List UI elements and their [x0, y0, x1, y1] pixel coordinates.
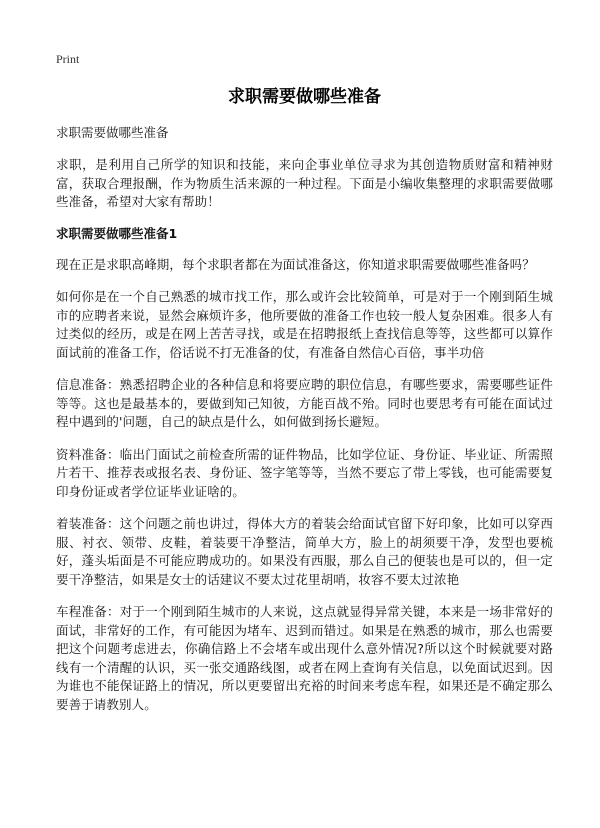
print-link[interactable]: Print: [56, 52, 80, 66]
body-paragraph: 如何你是在一个自己熟悉的城市找工作，那么或许会比较简单，可是对于一个刚到陌生城市的应聘者来说，显然会麻烦许多，他所要做的准备工作也较一般人复杂困难。很多人有过类似的经历，或是在网上苦苦寻找，或是在招聘报纸上查找信息等等，这些都可以算作面试前的准备工作，俗话说不打无准备的仗，有准备自然信心百倍，事半功倍: [56, 289, 553, 360]
body-paragraph: 资料准备：临出门面试之前检查所需的证件物品，比如学位证、身份证、毕业证、所需照片若干、推荐表或报名表、身份证、签字笔等等，当然不要忘了带上零钱，也可能需要复印身份证或者学位证毕业证啥的。: [56, 446, 553, 499]
document-title: 求职需要做哪些准备: [228, 87, 381, 107]
intro-paragraph: 求职，是利用自己所学的知识和技能，来向企事业单位寻求为其创造物质财富和精神财富，获取合理报酬，作为物质生活来源的一种过程。下面是小编收集整理的求职需要做哪些准备，希望对大家有帮助！: [56, 157, 553, 209]
body-paragraph: 现在正是求职高峰期，每个求职者都在为面试准备这，你知道求职需要做哪些准备吗？: [56, 256, 535, 272]
body-paragraph: 着装准备：这个问题之前也讲过，得体大方的着装会给面试官留下好印象，比如可以穿西服、衬衣、领带、皮鞋，着装要干净整洁，简单大方，脸上的胡须要干净，发型也要梳好，蓬头垢面是不可能应聘成功的。如果没有西服，那么自己的便装也是可以的，但一定要干净整洁，如果是女士的话建议不要太过花里胡哨，妆容不要太过浓艳: [56, 516, 553, 587]
body-paragraph: 车程准备：对于一个刚到陌生城市的人来说，这点就显得异常关键，本来是一场非常好的面试，非常好的工作，有可能因为堵车、迟到而错过。如果是在熟悉的城市，那么也需要把这个问题考虑进去，你确信路上不会堵车或出现什么意外情况?所以这个时候就要对路线有一个清醒的认识，买一张交通路线图，或者在网上查询有关信息，以免面试迟到。因为谁也不能保证路上的情况，所以更要留出充裕的时间来考虑车程，如果还是不确定那么要善于请教别人。: [56, 604, 553, 712]
body-paragraph: 信息准备：熟悉招聘企业的各种信息和将要应聘的职位信息，有哪些要求，需要哪些证件等等。这也是最基本的，要做到知己知彼，方能百战不殆。同时也要思考有可能在面试过程中遇到的'问题，自己的缺点是什么，如何做到扬长避短。: [56, 377, 553, 429]
section-heading: 求职需要做哪些准备1: [56, 225, 178, 241]
document-subtitle: 求职需要做哪些准备: [56, 125, 169, 140]
